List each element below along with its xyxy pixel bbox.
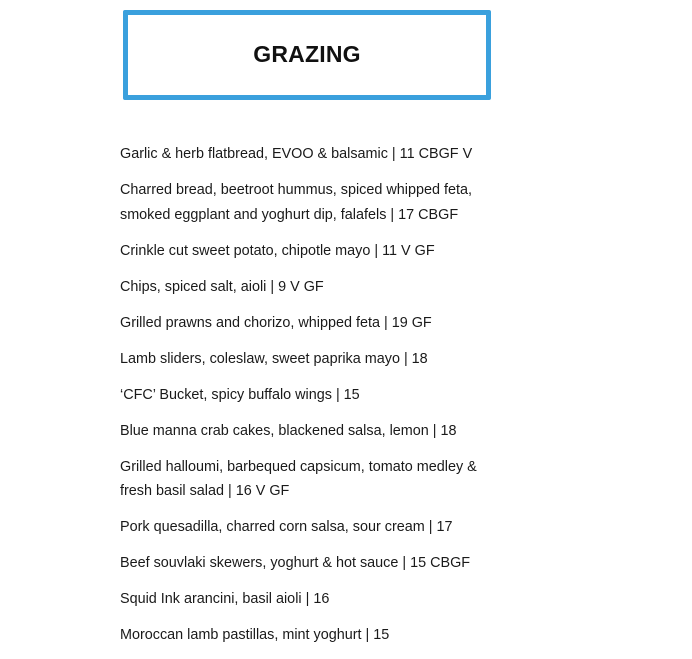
menu-list [120, 142, 560, 659]
menu-item-sweet-potato: Crinkle cut sweet potato, chipotle mayo | 11 V GF [120, 242, 435, 259]
menu-item-squid-ink-arancini: Squid Ink arancini, basil aioli | 16 [120, 591, 330, 607]
menu-item-line: smoked eggplant and yoghurt dip, falafels | 17 CBGF [120, 206, 459, 223]
menu-item-line: Charred bread, beetroot hummus, spiced whipped feta, [120, 182, 472, 198]
menu-item-chips: Chips, spiced salt, aioli | 9 V GF [120, 278, 324, 295]
menu-item-garlic-flatbread: Garlic & herb flatbread, EVOO & balsamic | 11 CBGF V [120, 146, 473, 162]
menu-item-beef-souvlaki: Beef souvlaki skewers, yoghurt & hot sauce | 15 CBGF [120, 555, 471, 571]
menu-item-lamb-sliders: Lamb sliders, coleslaw, sweet paprika mayo | 18 [120, 350, 428, 367]
menu-item-line: Grilled halloumi, barbequed capsicum, tomato medley & [120, 458, 477, 475]
menu-item-cfc-bucket: ‘CFC’ Bucket, spicy buffalo wings | 15 [120, 386, 360, 403]
menu-item-pork-quesadilla: Pork quesadilla, charred corn salsa, sour cream | 17 [120, 519, 453, 535]
menu-item-charred-bread [120, 178, 560, 227]
section-title: GRAZING [253, 40, 361, 67]
menu-item-line: fresh basil salad | 16 V GF [120, 483, 290, 499]
menu-item-lamb-pastillas: Moroccan lamb pastillas, mint yoghurt | 15 [120, 627, 390, 643]
menu-item-halloumi [120, 455, 560, 504]
menu-item-crab-cakes: Blue manna crab cakes, blackened salsa, lemon | 18 [120, 422, 457, 439]
section-title-frame [123, 10, 491, 100]
menu-item-prawns-chorizo: Grilled prawns and chorizo, whipped feta | 19 GF [120, 314, 432, 331]
